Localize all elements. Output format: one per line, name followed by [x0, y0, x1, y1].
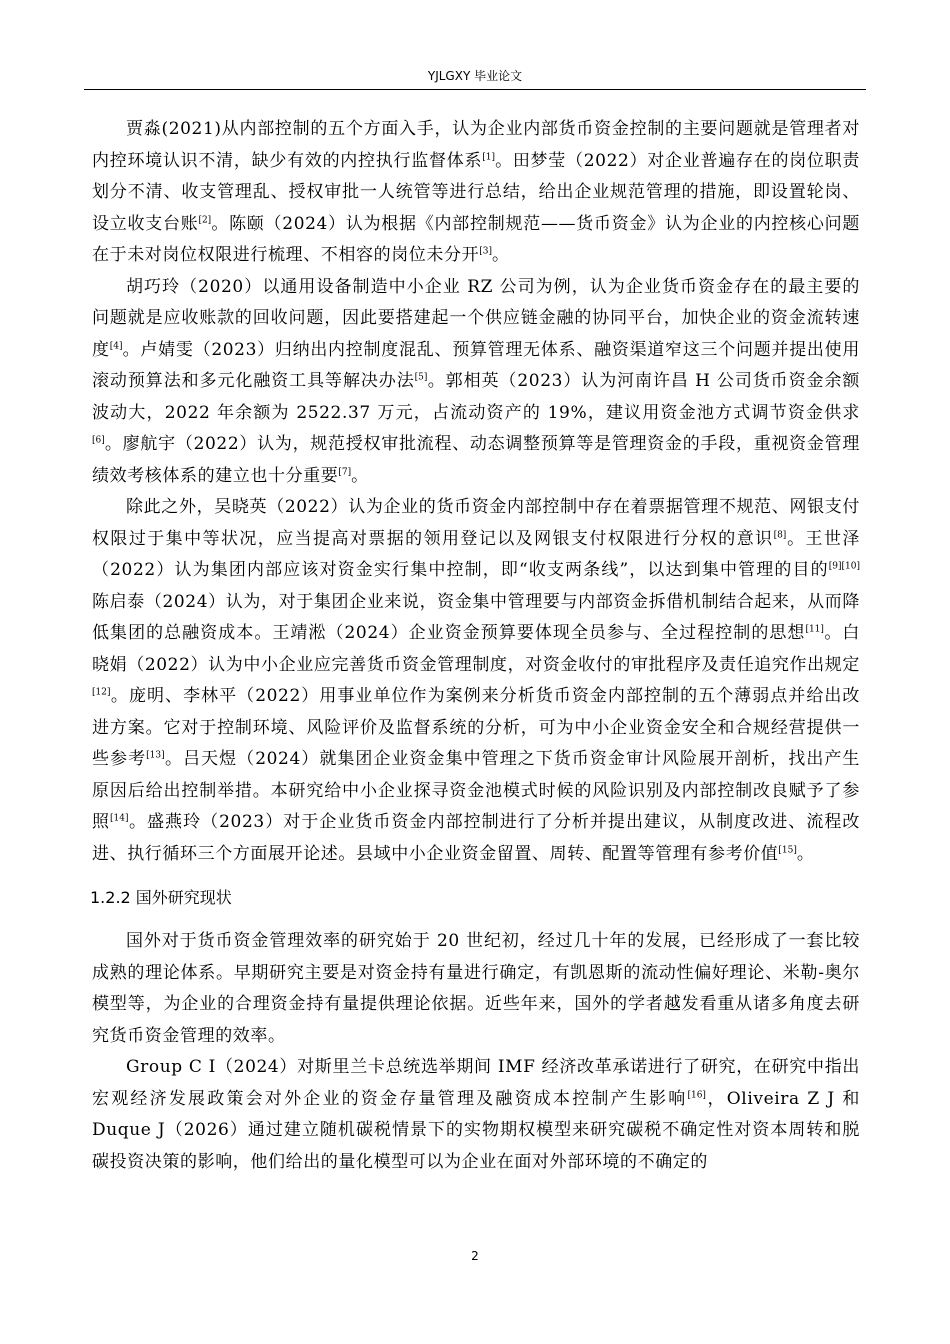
paragraph-text: ，Oliveira Z J 和 Duque J（2026）通过建立随机碳税情景下的实物期权模型来研究碳税不确定性对资本周转和脱碳投资决策的影响，他们给出的量化模型可以为企业在面对外部环境的不确定的	[92, 1088, 860, 1172]
citation-ref: [1]	[482, 151, 495, 162]
paragraph	[92, 926, 860, 1052]
paragraph-text: 。	[491, 245, 510, 265]
paragraph-text: 。	[351, 465, 369, 486]
citation-ref: [12]	[92, 687, 111, 698]
citation-ref: [15]	[778, 844, 797, 855]
citation-ref: [4]	[109, 340, 123, 351]
paragraph-text: Group C I（2024）对斯里兰卡总统选举期间 IMF 经济改革承诺进行了研究，在研究中指出宏观经济发展政策会对外企业的资金存量管理及融资成本控制产生影响	[92, 1057, 860, 1109]
paragraph-text: 。盛燕玲（2023）对于企业货币资金内部控制进行了分析并提出建议，从制度改进、流程改进、执行循环三个方面展开论述。县域中小企业资金留置、周转、配置等管理有参考价值	[92, 812, 860, 864]
citation-ref: [6]	[92, 435, 105, 446]
paragraph	[92, 492, 860, 870]
citation-ref: [5]	[414, 372, 428, 383]
domestic-research-paragraphs	[92, 114, 860, 870]
paragraph-text: 。庞明、李林平（2022）用事业单位作为案例来分析货币资金内部控制的五个薄弱点并给出改进方案。它对于控制环境、风险评价及监督系统的分析，可为中小企业资金安全和合规经营提供一些参考	[92, 686, 860, 769]
paragraph	[92, 272, 860, 493]
citation-ref: [9][10]	[828, 561, 860, 572]
citation-ref: [2]	[198, 214, 212, 225]
section-heading: 1.2.2 国外研究现状	[90, 888, 232, 907]
paragraph-text: 。白晓娟（2022）认为中小企业应完善货币资金管理制度，对资金收付的审批程序及责任追究作出规定	[92, 623, 860, 675]
paragraph-text: 除此之外，吴晓英（2022）认为企业的货币资金内部控制中存在着票据管理不规范、网银支付权限过于集中等状况，应当提高对票据的领用登记以及网银支付权限进行分权的意识	[92, 497, 860, 549]
citation-ref: [8]	[773, 529, 787, 540]
paragraph-text: 。廖航宇（2022）认为，规范授权审批流程、动态调整预算等是管理资金的手段，重视资金管理绩效考核体系的建立也十分重要	[92, 434, 860, 486]
citation-ref: [13]	[146, 750, 165, 761]
header-divider	[84, 89, 866, 90]
paragraph-text: 。	[796, 843, 815, 864]
citation-ref: [14]	[110, 813, 129, 824]
running-header: YJLGXY 毕业论文	[427, 69, 523, 83]
citation-ref: [16]	[687, 1089, 706, 1100]
foreign-research-paragraphs	[92, 926, 860, 1178]
citation-ref: [3]	[479, 246, 492, 257]
paragraph-text: 。卢婧雯（2023）归纳出内控制度混乱、预算管理无体系、融资渠道窄这三个问题并提出使用滚动预算法和多元化融资工具等解决办法	[92, 339, 861, 391]
paragraph-text: 国外对于货币资金管理效率的研究始于 20 世纪初，经过几十年的发展，已经形成了一套比较成熟的理论体系。早期研究主要是对资金持有量进行确定，有凯恩斯的流动性偏好理论、米勒-奥尔模型等，为企业的合理资金持有量提供理论依据。近些年来，国外的学者越发看重从诸多角度去研究货币资金管理的效率。	[92, 931, 860, 1046]
paragraph-text: 。郭相英（2023）认为河南许昌 H 公司货币资金余额波动大，2022 年余额为 2522.37 万元，占流动资产的 19%，建议用资金池方式调节资金供求	[92, 371, 860, 423]
paragraph-text: 。吕天煜（2024）就集团企业资金集中管理之下货币资金审计风险展开剖析，找出产生原因后给出控制举措。本研究给中小企业探寻资金池模式时候的风险识别及内部控制改良赋予了参照	[92, 749, 860, 832]
citation-ref: [11]	[805, 624, 824, 635]
paragraph	[92, 114, 860, 272]
paragraph-text: 。田梦莹（2022）对企业普遍存在的岗位职责划分不清、收支管理乱、授权审批一人统管等进行总结，给出企业规范管理的措施，即设置轮岗、设立收支台账	[92, 150, 861, 234]
page-number: 2	[471, 1249, 479, 1263]
paragraph-text: 。王世泽（2022）认为集团内部应该对资金实行集中控制，即“收支两条线”，以达到集中管理的目的	[92, 528, 860, 580]
paragraph	[92, 1052, 860, 1178]
paragraph-text: 胡巧玲（2020）以通用设备制造中小企业 RZ 公司为例，认为企业货币资金存在的最主要的问题就是应收账款的回收问题，因此要搭建起一个供应链金融的协同平台，加快企业的资金流转速度	[92, 276, 860, 360]
paragraph-text: 。陈颐（2024）认为根据《内部控制规范——货币资金》认为企业的内控核心问题在于未对岗位权限进行梳理、不相容的岗位未分开	[92, 213, 860, 265]
paragraph-text: 陈启泰（2024）认为，对于集团企业来说，资金集中管理要与内部资金拆借机制结合起来，从而降低集团的总融资成本。王靖淞（2024）企业资金预算要体现全员参与、全过程控制的思想	[92, 591, 860, 643]
citation-ref: [7]	[338, 466, 352, 477]
body-text	[92, 114, 860, 1178]
paragraph-text: 贾淼(2021)从内部控制的五个方面入手，认为企业内部货币资金控制的主要问题就是管理者对内控环境认识不清，缺少有效的内控执行监督体系	[92, 119, 860, 171]
